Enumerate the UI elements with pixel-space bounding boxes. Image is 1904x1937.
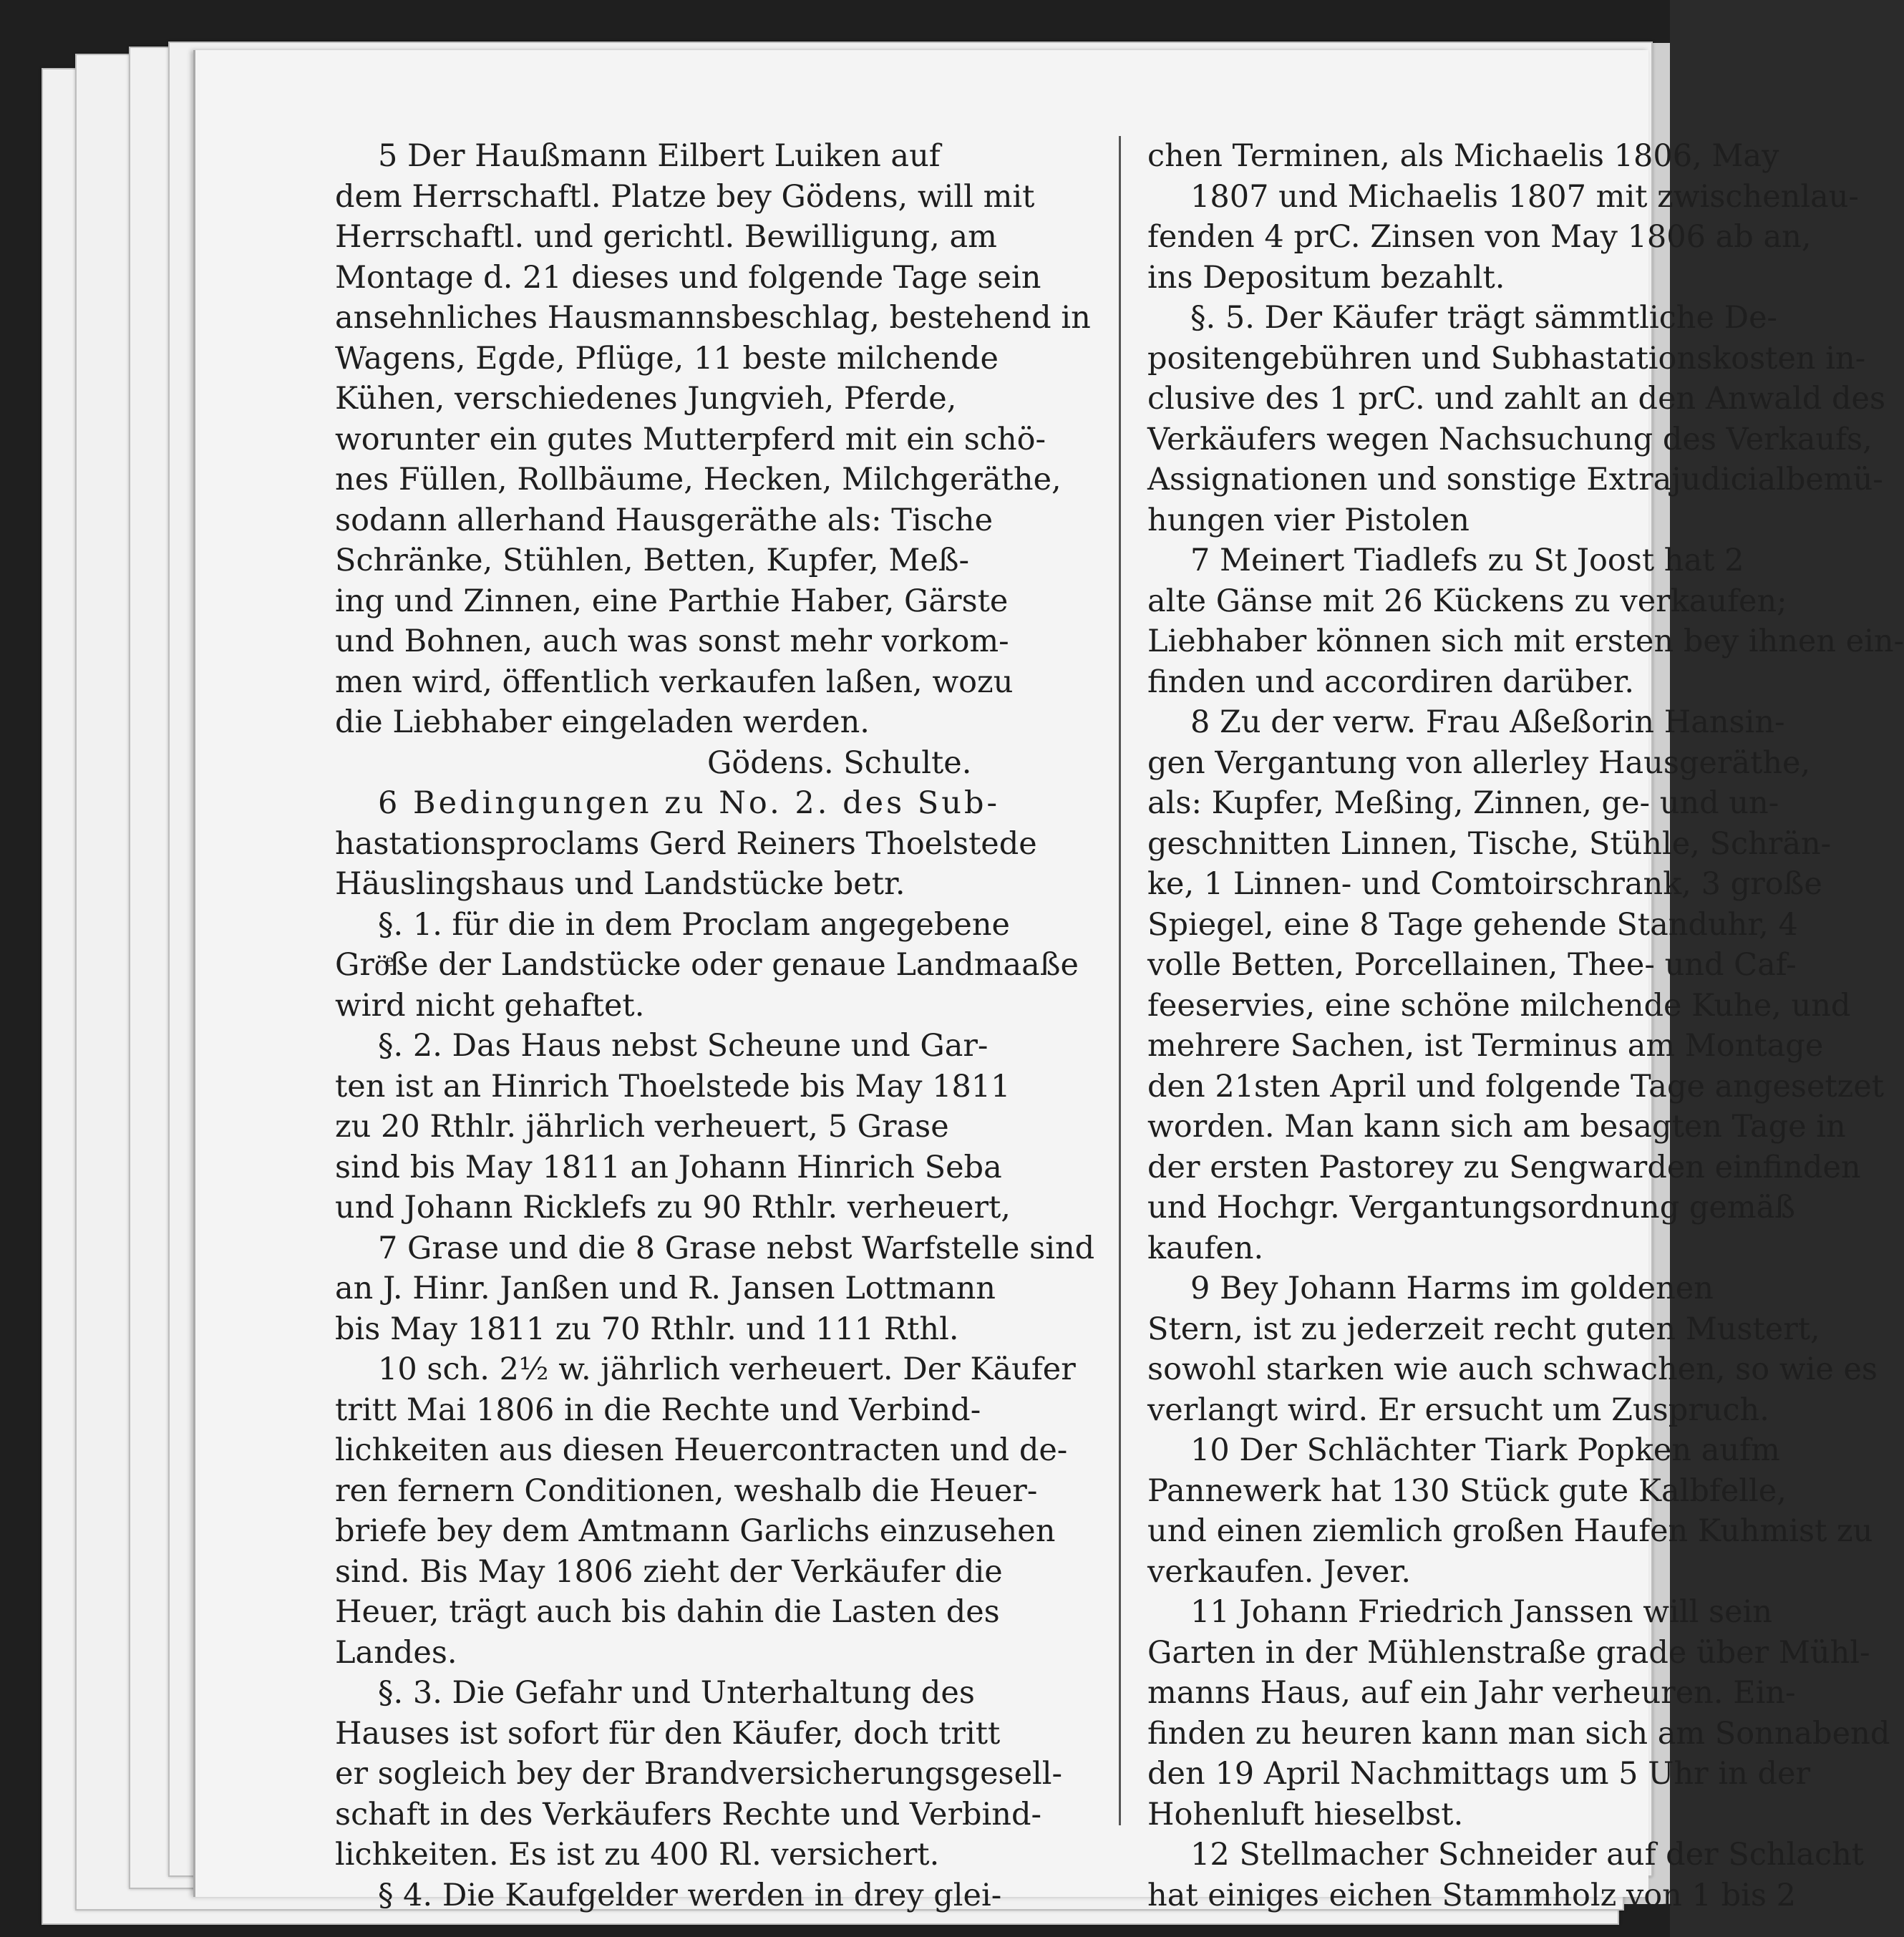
text-line: hungen vier Pistolen [1147,502,1470,538]
text-line: Assignationen und sonstige Extrajudicialbemü- [1147,462,1883,497]
text-line: 8 Zu der verw. Frau Aßeßorin Hansin- [1190,704,1785,740]
text-line: Schränke, Stühlen, Betten, Kupfer, Meß- [335,543,970,578]
text-line: Gröͤße der Landstücke oder genaue Landmaaße [335,947,1079,983]
text-line: manns Haus, auf ein Jahr verheuren. Ein- [1147,1675,1796,1711]
text-line: den 21sten April und folgende Tage angesetzet [1147,1068,1885,1105]
text-line: Gödens. Schulte. [707,744,972,781]
text-line: bis May 1811 zu 70 Rthlr. und 111 Rthl. [335,1311,959,1347]
text-line: Liebhaber können sich mit ersten bey ihnen ein- [1147,623,1904,659]
text-line: Kühen, verschiedenes Jungvieh, Pferde, [335,381,957,417]
text-line: ten ist an Hinrich Thoelstede bis May 1811 [335,1068,1011,1105]
newspaper-page [193,50,1904,1913]
text-line: verlangt wird. Er ersucht um Zuspruch. [1147,1392,1769,1428]
text-line: kaufen. [1147,1230,1264,1266]
text-line: tritt Mai 1806 in die Rechte und Verbind- [335,1392,981,1428]
text-line: der ersten Pastorey zu Sengwarden einfinden [1147,1149,1861,1185]
text-line: lichkeiten aus diesen Heuercontracten und de- [335,1432,1068,1468]
text-line: 12 Stellmacher Schneider auf der Schlacht [1190,1837,1865,1873]
text-line: 10 Der Schlächter Tiark Popken aufm [1190,1432,1780,1468]
text-line: ansehnliches Hausmannsbeschlag, bestehend in [335,300,1091,336]
text-line: positengebühren und Subhastationskosten in- [1147,340,1866,377]
text-line: als: Kupfer, Meßing, Zinnen, ge- und un- [1147,785,1779,821]
text-line: gen Vergantung von allerley Hausgeräthe, [1147,744,1811,781]
text-line: und einen ziemlich großen Haufen Kuhmist zu [1147,1513,1873,1549]
text-line: 7 Grase und die 8 Grase nebst Warfstelle sind [378,1230,1095,1266]
text-line: Wagens, Egde, Pflüge, 11 beste milchende [335,340,999,377]
text-line: §. 5. Der Käufer trägt sämmtliche De- [1190,300,1778,336]
text-line: ing und Zinnen, eine Parthie Haber, Gärste [335,583,1009,619]
text-line: Hauses ist sofort für den Käufer, doch tritt [335,1715,1001,1752]
text-line: zu 20 Rthlr. jährlich verheuert, 5 Grase [335,1109,949,1145]
text-line: lichkeiten. Es ist zu 400 Rl. versichert. [335,1837,940,1873]
text-line: sowohl starken wie auch schwachen, so wie es [1147,1351,1878,1387]
text-line: und Bohnen, auch was sonst mehr vorkom- [335,623,1009,659]
text-line: clusive des 1 prC. und zahlt an den Anwald des [1147,381,1886,417]
text-line: 11 Johann Friedrich Janssen will sein [1190,1594,1772,1630]
text-line: 9 Bey Johann Harms im goldenen [1190,1271,1714,1306]
left-text-column [335,136,1094,1916]
text-line: men wird, öffentlich verkaufen laßen, wozu [335,664,1014,700]
text-line: die Liebhaber eingeladen werden. [335,704,870,740]
text-line: Stern, ist zu jederzeit recht guten Mustert, [1147,1311,1820,1347]
text-line: §. 2. Das Haus nebst Scheune und Gar- [378,1028,989,1064]
column-divider [1119,136,1121,1825]
text-line: §. 3. Die Gefahr und Unterhaltung des [378,1675,975,1711]
text-line: § 4. Die Kaufgelder werden in drey glei- [378,1877,1002,1913]
text-line: fenden 4 prC. Zinsen von May 1806 ab an, [1147,219,1812,255]
text-line: Landes. [335,1634,457,1671]
text-line: mehrere Sachen, ist Terminus am Montage [1147,1028,1824,1064]
text-line: ren fernern Conditionen, weshalb die Heuer- [335,1472,1038,1509]
text-line: briefe bey dem Amtmann Garlichs einzusehen [335,1513,1056,1549]
text-line: verkaufen. Jever. [1147,1553,1411,1590]
right-text-column [1147,136,1904,1916]
text-line: geschnitten Linnen, Tische, Stühle, Schrän- [1147,825,1832,862]
text-line: 10 sch. 2½ w. jährlich verheuert. Der Käufer [378,1351,1076,1387]
text-line: §. 1. für die in dem Proclam angegebene [378,906,1010,943]
text-line: hat einiges eichen Stammholz von 1 bis 2 [1147,1877,1796,1913]
text-line: alte Gänse mit 26 Kückens zu verkaufen; [1147,583,1787,619]
text-line: 1807 und Michaelis 1807 mit zwischenlau- [1190,178,1859,215]
text-line: er sogleich bey der Brandversicherungsgesell- [335,1756,1063,1792]
text-line: Pannewerk hat 130 Stück gute Kalbfelle, [1147,1472,1787,1509]
text-line: sind bis May 1811 an Johann Hinrich Seba [335,1149,1002,1185]
text-line: den 19 April Nachmittags um 5 Uhr in der [1147,1756,1811,1792]
text-line: hastationsproclams Gerd Reiners Thoelstede [335,825,1037,862]
text-line: finden zu heuren kann man sich am Sonnabend [1147,1715,1890,1752]
text-line: wird nicht gehaftet. [335,987,645,1024]
text-line: Spiegel, eine 8 Tage gehende Standuhr, 4 [1147,906,1798,943]
text-line: ins Depositum bezahlt. [1147,259,1505,296]
text-line: dem Herrschaftl. Platze bey Gödens, will mit [335,178,1035,215]
text-line: nes Füllen, Rollbäume, Hecken, Milchgeräthe, [335,462,1062,497]
text-line: Herrschaftl. und gerichtl. Bewilligung, am [335,219,997,255]
text-line: Heuer, trägt auch bis dahin die Lasten des [335,1594,1000,1630]
text-line: sind. Bis May 1806 zieht der Verkäufer die [335,1553,1003,1590]
text-line: schaft in des Verkäufers Rechte und Verbind- [335,1796,1042,1832]
text-line: Häuslingshaus und Landstücke betr. [335,866,905,902]
text-line: 7 Meinert Tiadlefs zu St Joost hat 2 [1190,543,1744,578]
text-line: 6 Bedingungen zu No. 2. des Sub- [378,785,1001,821]
text-line: worden. Man kann sich am besagten Tage in [1147,1109,1846,1145]
text-line: und Hochgr. Vergantungsordnung gemäß [1147,1190,1796,1225]
text-line: und Johann Ricklefs zu 90 Rthlr. verheuert, [335,1190,1011,1225]
text-line: sodann allerhand Hausgeräthe als: Tische [335,502,994,538]
text-line: Montage d. 21 dieses und folgende Tage sein [335,259,1041,296]
text-line: finden und accordiren darüber. [1147,664,1635,700]
text-line: Garten in der Mühlenstraße grade über Mühl- [1147,1634,1870,1671]
text-line: feeservies, eine schöne milchende Kuhe, und [1147,987,1851,1024]
text-line: chen Terminen, als Michaelis 1806, May [1147,138,1779,174]
text-line: ke, 1 Linnen- und Comtoirschrank, 3 große [1147,866,1822,902]
text-line: volle Betten, Porcellainen, Thee- und Caf- [1147,947,1797,983]
text-line: 5 Der Haußmann Eilbert Luiken auf [378,138,941,174]
text-line: Hohenluft hieselbst. [1147,1796,1464,1832]
text-line: an J. Hinr. Janßen und R. Jansen Lottmann [335,1271,996,1306]
text-line: worunter ein gutes Mutterpferd mit ein schö- [335,421,1046,457]
text-line: Verkäufers wegen Nachsuchung des Verkaufs, [1147,421,1873,457]
